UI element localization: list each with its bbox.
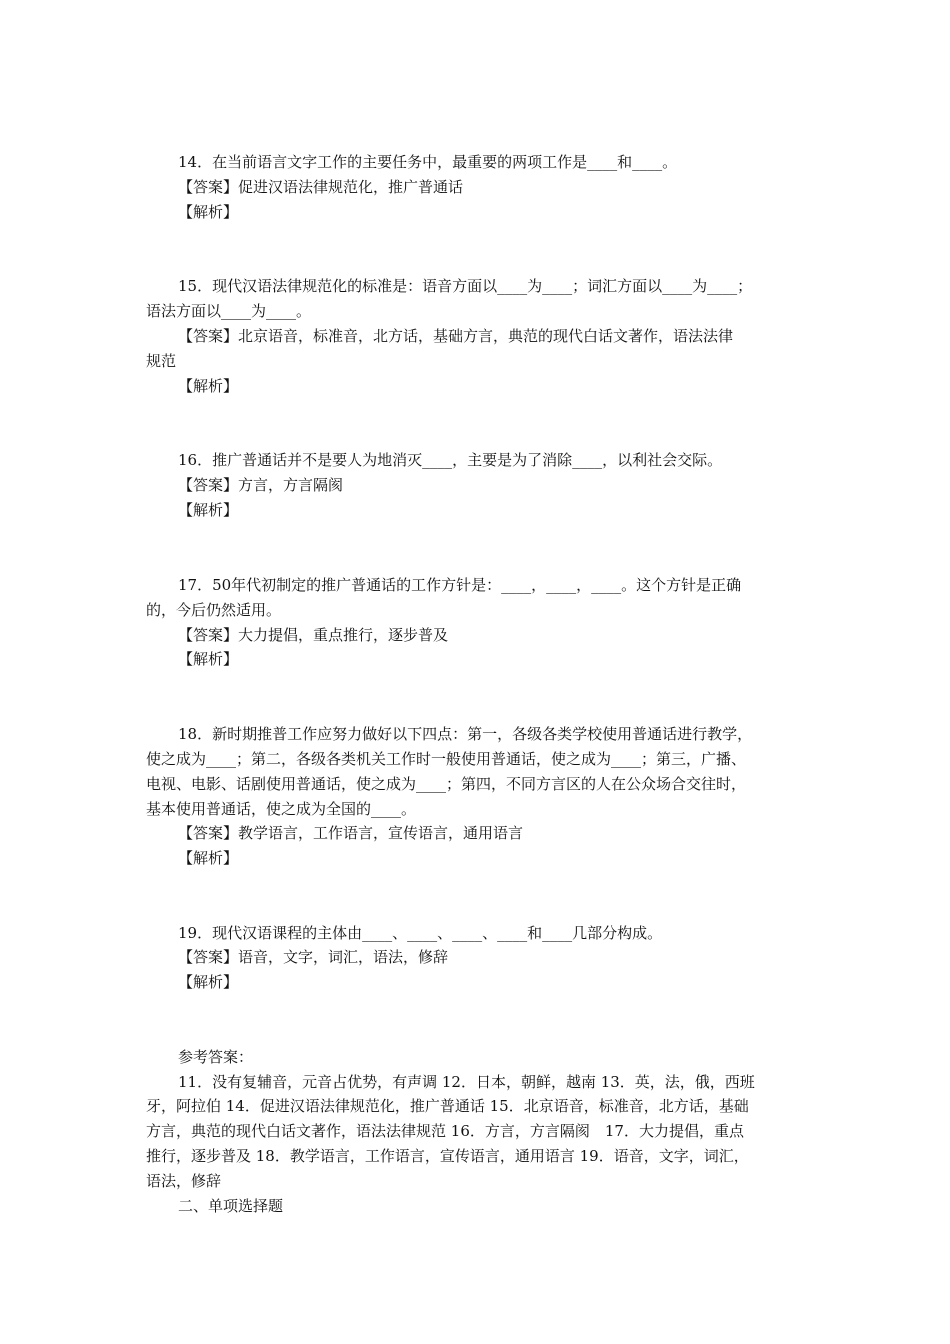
q18-stem-line3: 电视、电影、话剧使用普通话，使之成为____；第四，不同方言区的人在公众场合交往时， [146, 775, 747, 793]
q18-analysis: 【解析】 [178, 849, 239, 867]
q18-stem-line4: 基本使用普通话，使之成为全国的____。 [146, 800, 417, 818]
section-heading: 二、单项选择题 [178, 1197, 284, 1215]
q18-stem-line2: 使之成为____；第二，各级各类机关工作时一般使用普通话，使之成为____；第三，广播、 [146, 750, 747, 768]
reference-line3: 方言，典范的现代白话文著作，语法法律规范 16．方言，方言隔阂 17．大力提倡，重点 [146, 1122, 744, 1140]
q15-answer-line2: 规范 [146, 352, 177, 370]
q14-answer: 【答案】促进汉语法律规范化，推广普通话 [178, 178, 464, 196]
q17-analysis: 【解析】 [178, 650, 239, 668]
q17-stem-line1: 17．50年代初制定的推广普通话的工作方针是：____，____，____。这个方针是正确 [178, 576, 742, 594]
q18-stem-line1: 18．新时期推普工作应努力做好以下四点：第一，各级各类学校使用普通话进行教学， [178, 725, 753, 743]
q15-stem-line2: 语法方面以____为____。 [146, 302, 312, 320]
reference-line2: 牙，阿拉伯 14．促进汉语法律规范化，推广普通话 15．北京语音，标准音，北方话，基础 [146, 1097, 749, 1115]
q17-answer: 【答案】大力提倡，重点推行，逐步普及 [178, 626, 449, 644]
q19-answer: 【答案】语音，文字，词汇，语法，修辞 [178, 948, 449, 966]
reference-line5: 语法，修辞 [146, 1172, 222, 1190]
q14-stem: 14．在当前语言文字工作的主要任务中，最重要的两项工作是____和____。 [178, 153, 678, 171]
q17-stem-line2: 的，今后仍然适用。 [146, 601, 282, 619]
q16-stem: 16．推广普通话并不是要人为地消灭____，主要是为了消除____，以利社会交际。 [178, 451, 723, 469]
reference-line1: 11．没有复辅音，元音占优势，有声调 12．日本，朝鲜，越南 13．英，法，俄，西班 [178, 1073, 755, 1091]
q15-answer-line1: 【答案】北京语音，标准音，北方话，基础方言，典范的现代白话文著作，语法法律 [178, 327, 734, 345]
q15-analysis: 【解析】 [178, 377, 239, 395]
q16-analysis: 【解析】 [178, 501, 239, 519]
q19-analysis: 【解析】 [178, 973, 239, 991]
reference-heading: 参考答案： [178, 1048, 254, 1066]
q19-stem: 19．现代汉语课程的主体由____、____、____、____和____几部分构成。 [178, 924, 663, 942]
q15-stem-line1: 15．现代汉语法律规范化的标准是：语音方面以____为____；词汇方面以____为____； [178, 277, 753, 295]
q16-answer: 【答案】方言，方言隔阂 [178, 476, 344, 494]
q18-answer: 【答案】教学语言，工作语言，宣传语言，通用语言 [178, 824, 524, 842]
reference-line4: 推行，逐步普及 18．教学语言，工作语言，宣传语言，通用语言 19．语音，文字，词汇， [146, 1147, 749, 1165]
q14-analysis: 【解析】 [178, 203, 239, 221]
